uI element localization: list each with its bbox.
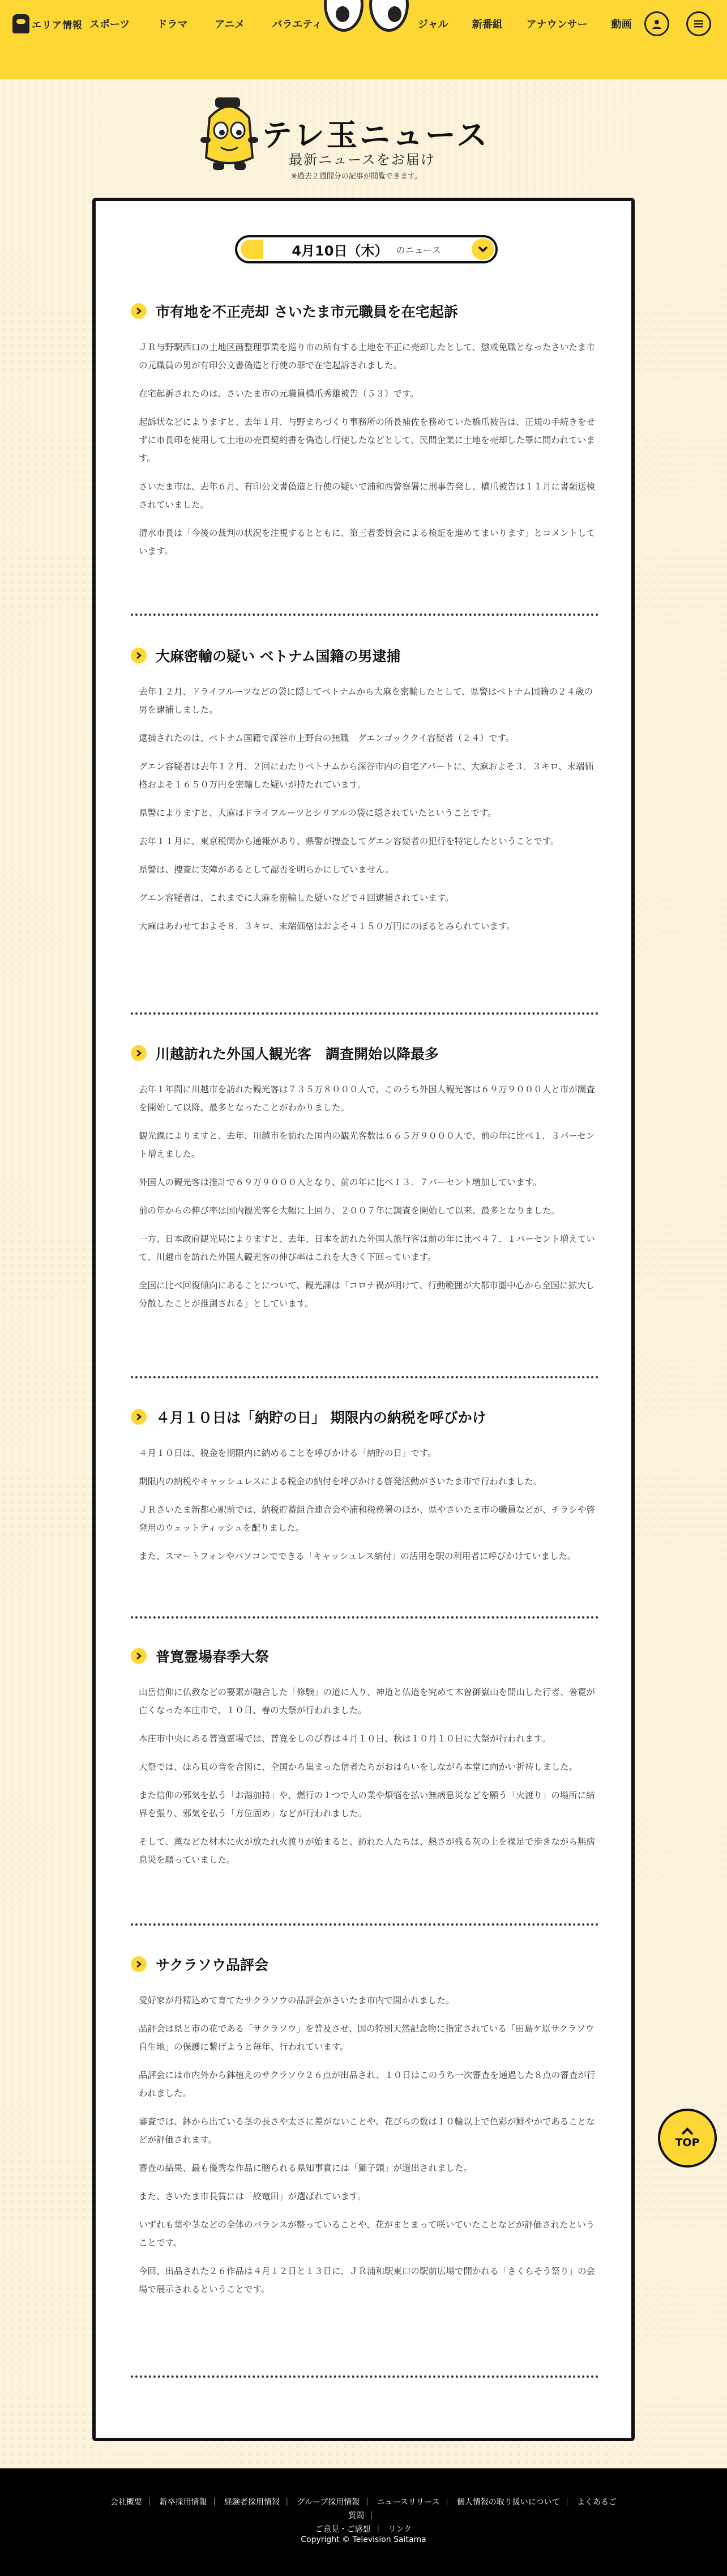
date-selector[interactable]	[235, 235, 498, 263]
article-paragraph: ＪＲさいたま新都心駅前では、納税貯蓄組合連合会や浦和税務署のほか、県やさいたま市の職員などが、チラシや啓発用のウェットティッシュを配りました。	[139, 1505, 596, 1533]
news-article	[131, 300, 598, 570]
footer-link-company[interactable]: 会社概要	[110, 2498, 143, 2507]
pencil-icon	[241, 240, 263, 259]
article-divider	[131, 1923, 598, 1926]
nav-new-programs[interactable]: 新番組	[472, 19, 503, 31]
main-nav-left	[89, 11, 322, 36]
article-paragraph: また、さいたま市長賞には「絞竜田」が選ばれています。	[139, 2191, 366, 2202]
article-title: サクラソウ品評会	[156, 1957, 269, 1973]
article-paragraph: そして、薫などた材木に火が放たれ火渡りが始まると、訪れた人たちは、熱さが残る灰の上を裸足で歩きながら無病息災を願っていました。	[139, 1837, 595, 1865]
article-paragraph: 起訴状などによりますと、去年１月、与野まちづくり事務所の所長補佐を務めていた橋爪被告は、正規の手続きをせずに市長印を使用して土地の売買契約書を偽造し行使したなどとして、民間企業に土地を売却した罪に問われています。	[139, 417, 595, 463]
article-paragraph: また信仰の邪気を払う「お湯加持」や、燃行の１つで人の業や煩悩を払い無病息災などを願う「火渡り」の場所に結界を張り、邪気を払う「方位固め」などが行われました。	[139, 1790, 595, 1819]
footer-link-news-release[interactable]: ニュースリリース	[377, 2498, 440, 2507]
news-article	[131, 1953, 598, 2309]
article-paragraph: 去年１１月に、東京税関から通報があり、県警が捜査してグエン容疑者の犯行を特定したということです。	[139, 836, 559, 846]
article-paragraph: 去年１年間に川越市を訪れた観光客は７３５万８０００人で、このうち外国人観光客は６９万９０００人と市が調査を開始して以降、最多となったことがわかりました。	[139, 1084, 595, 1113]
chevron-down-icon[interactable]	[472, 239, 494, 260]
site-footer	[0, 2468, 727, 2576]
article-paragraph: 山岳信仰に仏教などの要素が融合した「修験」の道に入り、神道と仏道を究めて木曽御嶽山を開山した行者、普寛が亡くなった本庄市で、１０日、春の大祭が行われました。	[139, 1687, 596, 1715]
chevron-right-icon	[131, 1648, 147, 1664]
site-logo[interactable]	[12, 7, 83, 41]
article-title: 大麻密輸の疑い ベトナム国籍の男逮捕	[156, 648, 401, 665]
footer-link-experienced[interactable]: 経験者採用情報	[224, 2498, 280, 2507]
article-paragraph: ４月１０日は、税金を期限内に納めることを呼びかける「納貯の日」です。	[139, 1448, 437, 1458]
footer-link-new-grad[interactable]: 新卒採用情報	[159, 2498, 207, 2507]
footer-link-faq[interactable]: よくあるご質問	[348, 2498, 617, 2520]
mascot-icon	[198, 95, 260, 174]
article-paragraph: 期限内の納税やキャッシュレスによる税金の納付を呼びかける啓発活動がさいたま市で行われました。	[139, 1476, 542, 1487]
nav-variety[interactable]: バラエティ	[272, 19, 322, 31]
article-paragraph: 一方、日本政府観光局によりますと、去年、日本を訪れた外国人旅行客は前の年に比べ４７．１パーセント増えていて、川越市を訪れた外国人観光客の伸び率はこれを大きく下回っています。	[139, 1234, 595, 1262]
page-title: テレ玉ニュース	[262, 117, 490, 153]
page-subtitle: 最新ニュースをお届け	[289, 152, 435, 168]
article-title: 普寛霊場春季大祭	[156, 1649, 270, 1665]
header-wave-divider	[0, 67, 727, 79]
chevron-right-icon	[131, 648, 147, 663]
article-paragraph: 審査では、鉢から出ている茎の長さや太さに差がないことや、花びらの数は１０輪以上で色彩が鮮やかであることなどが評価されます。	[139, 2117, 595, 2145]
article-paragraph: 大祭では、ほら貝の音を合図に、全国から集まった信者たちがおはらいをしながら本堂に向かい祈祷しました。	[139, 1762, 578, 1772]
article-paragraph: 清水市長は「今後の裁判の状況を注視するとともに、第三者委員会による検証を進めてまいります」とコメントしています。	[139, 528, 596, 556]
news-article	[131, 1042, 598, 1323]
nav-drama[interactable]: ドラマ	[157, 19, 188, 31]
article-paragraph: グエン容疑者は、これまでに大麻を密輸した疑いなどで４回逮捕されています。	[139, 893, 454, 903]
article-paragraph: 県警は、捜査に支障があるとして認否を明らかにしていません。	[139, 865, 394, 875]
footer-link-privacy[interactable]: 個人情報の取り扱いについて	[456, 2498, 560, 2507]
site-header	[0, 0, 727, 79]
article-divider	[131, 1616, 598, 1619]
article-paragraph: 外国人の観光客は推計で６９万９０００人となり、前の年に比べ１３．７パーセント増加しています。	[139, 1177, 542, 1187]
menu-icon[interactable]	[686, 11, 711, 36]
news-article	[131, 644, 598, 946]
article-divider	[131, 1376, 598, 1378]
main-nav-right	[418, 11, 632, 36]
footer-link-feedback[interactable]: ご意見・ご感想	[315, 2525, 371, 2534]
nav-videos[interactable]: 動画	[611, 19, 632, 31]
article-title: 市有地を不正売却 さいたま市元職員を在宅起訴	[156, 304, 458, 320]
copyright: Copyright © Television Saitama	[301, 2535, 426, 2544]
article-paragraph: いずれも葉や茎などの全体のバランスが整っていることや、花がまとまって咲いていたことなどが評価されたということです。	[139, 2220, 595, 2248]
back-to-top-button[interactable]	[658, 2109, 717, 2168]
nav-announcers[interactable]: アナウンサー	[526, 19, 588, 31]
article-paragraph: 前の年からの伸び率は国内観光客を大幅に上回り、２００７年に調査を開始して以来、最多となりました。	[139, 1206, 561, 1216]
article-paragraph: グエン容疑者は去年１２月、２回にわたりベトナムから深谷市内の自宅アパートに、大麻およそ３．３キロ、末端価格およそ１６５０万円を密輸した疑いが持たれています。	[139, 761, 594, 790]
article-paragraph: 在宅起訴されたのは、さいたま市の元職員橋爪秀雄被告（５３）です。	[139, 389, 419, 399]
news-panel	[92, 198, 635, 2441]
article-paragraph: 去年１２月、ドライフルーツなどの袋に隠してベトナムから大麻を密輸したとして、県警はベトナム国籍の２４歳の男を逮捕しました。	[139, 687, 593, 715]
footer-link-group[interactable]: グループ採用情報	[297, 2498, 360, 2507]
article-paragraph: 本庄市中央にある普寛霊場では、普寛をしのび春は４月１０日、秋は１０月１０日に大祭が行われます。	[139, 1734, 551, 1744]
chevron-right-icon	[131, 1045, 147, 1061]
news-article	[131, 1645, 598, 1879]
article-title: 川越訪れた外国人観光客 調査開始以降最多	[156, 1046, 439, 1062]
chevron-right-icon	[131, 1956, 147, 1972]
back-to-top-label: TOP	[675, 2136, 700, 2149]
article-paragraph: ＪＲ与野駅西口の土地区画整理事業を巡り市の所有する土地を不正に売却したとして、懲戒免職となったさいたま市の元職員の男が有印公文書偽造と行使の罪で在宅起訴されました。	[139, 342, 595, 371]
chevron-right-icon	[131, 1409, 147, 1425]
page-note: ※過去２週間分の記事が閲覧できます。	[291, 172, 422, 181]
article-paragraph: 逮捕されたのは、ベトナム国籍で深谷市上野台の無職 グエンゴッククイ容疑者（２４）です。	[139, 733, 515, 743]
news-article	[131, 1406, 598, 1576]
article-paragraph: 大麻はあわせておよそ８．３キロ、末端価格はおよそ４１５０万円にのぼるとみられています。	[139, 921, 515, 931]
article-title: ４月１０日は「納貯の日」 期限内の納税を呼びかけ	[156, 1410, 486, 1426]
chevron-up-icon	[681, 2127, 694, 2135]
article-paragraph: 県警によりますと、大麻はドライフルーツとシリアルの袋に隠されていたということです。	[139, 808, 497, 818]
logo-mark-icon	[12, 14, 29, 33]
article-divider	[131, 614, 598, 616]
article-paragraph: 全国に比べ回復傾向にあることについて、観光課は「コロナ禍が明けて、行動範囲が大都市圏中心から全国に拡大し分散したことが推測される」としています。	[139, 1280, 595, 1309]
footer-links: 会社概要 ｜ 新卒採用情報 ｜ 経験者採用情報 ｜ グループ採用情報 ｜ ニュースリリース ｜ 個人情報の取り扱いについて ｜ よくあるご質問 ｜ ご意見・ご感想 ｜ リンク	[110, 2498, 617, 2534]
date-text: 4月10日（木）	[292, 242, 388, 259]
article-paragraph: 愛好家が丹精込めて育てたサクラソウの品評会がさいたま市内で開かれました。	[139, 1995, 455, 2006]
user-icon[interactable]	[644, 11, 669, 36]
chevron-right-icon	[131, 303, 147, 319]
date-suffix: のニュース	[396, 244, 441, 256]
article-paragraph: 観光課によりますと、去年、川越市を訪れた国内の観光客数は６６５万９０００人で、前の年に比べ１．３パーセント増えました。	[139, 1131, 595, 1159]
footer-link-links[interactable]: リンク	[388, 2525, 412, 2534]
article-paragraph: 今回、出品された２６作品は４月１２日と１３日に、ＪＲ浦和駅東口の駅前広場で開かれる「さくらそう祭り」の会場で展示されるということです。	[139, 2266, 596, 2294]
article-divider	[131, 2375, 598, 2378]
article-paragraph: 品評会は県と市の花である「サクラソウ」を普及させ、国の特別天然記念物に指定されている「田島ケ原サクラソウ自生地」の保護に繋げようと毎年、行われています。	[139, 2024, 595, 2052]
nav-sports[interactable]: スポーツ	[89, 19, 130, 31]
article-paragraph: また、スマートフォンやパソコンでできる「キャッシュレス納付」の活用を駅の利用者に呼びかけていました。	[139, 1551, 576, 1561]
logo-text: エリア情報	[32, 19, 83, 31]
article-divider	[131, 1012, 598, 1015]
nav-anime[interactable]: アニメ	[215, 19, 245, 31]
mascot-eyes-icon	[324, 0, 409, 34]
nav-genre[interactable]: ジャル	[418, 19, 448, 31]
article-paragraph: 品評会には市内外から鉢植えのサクラソウ２６点が出品され、１０日はこのうち一次審査を通過した８点の審査が行われました。	[139, 2070, 596, 2098]
article-paragraph: さいたま市は、去年６月、有印公文書偽造と行使の疑いで浦和西警察署に刑事告発し、橋爪被告は１１月に書類送検されていました。	[139, 482, 596, 510]
article-paragraph: 審査の結果、最も優秀な作品に贈られる県知事賞には「獅子頭」が選出されました。	[139, 2163, 473, 2173]
